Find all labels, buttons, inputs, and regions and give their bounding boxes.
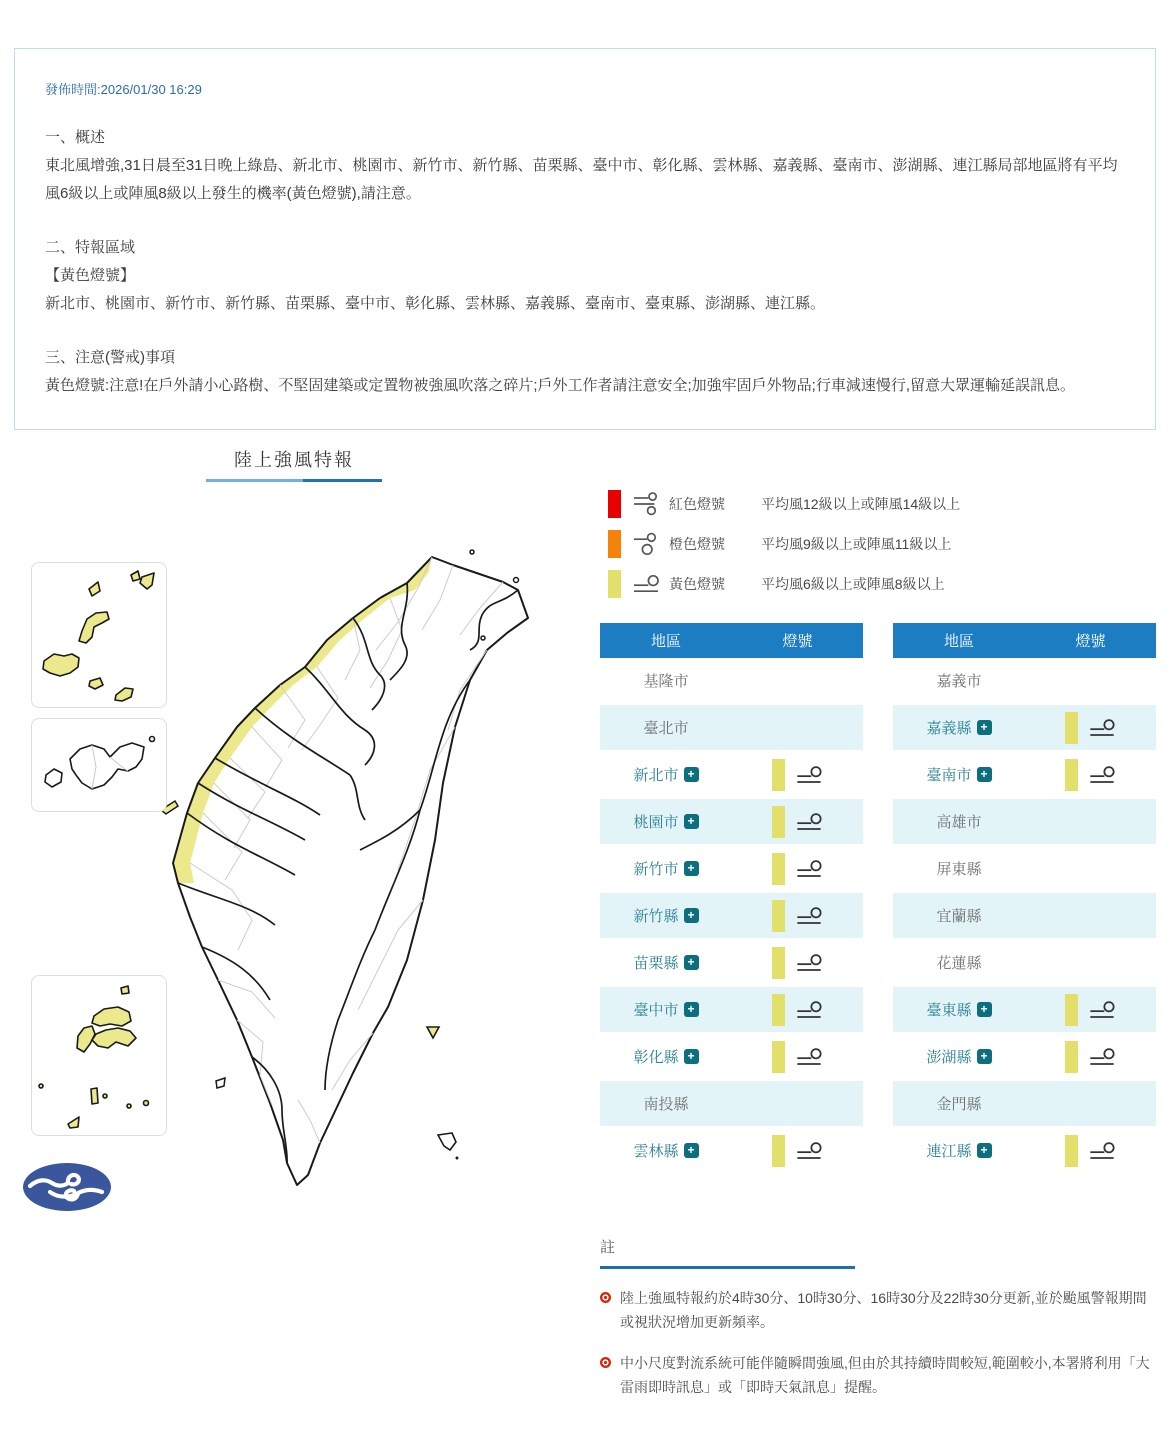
table-row: [893, 1081, 1156, 1128]
breeze-icon: [795, 1139, 823, 1163]
table-row: [600, 799, 863, 846]
table-row: [600, 1081, 863, 1128]
map-island-lanyu: [438, 1133, 456, 1150]
breeze-icon: [795, 1045, 823, 1069]
map-islet-keelung: [470, 550, 474, 554]
expand-plus-icon[interactable]: +: [977, 1143, 992, 1158]
table-row: [600, 893, 863, 940]
region-name[interactable]: 臺中市: [633, 1002, 679, 1019]
signal-cell: [732, 947, 863, 979]
table-row: [600, 1034, 863, 1081]
table-row: [600, 705, 863, 752]
breeze-icon: [1088, 1045, 1116, 1069]
legend-label-red: 紅色燈號: [669, 496, 725, 512]
region-name[interactable]: 新北市: [633, 767, 679, 784]
section-heading-overview: 一、概述: [45, 129, 106, 146]
orange-signal-swatch: [608, 530, 621, 558]
breeze-icon: [795, 763, 823, 787]
region-signal-table-right: [893, 623, 1156, 1175]
expand-plus-icon[interactable]: +: [684, 767, 699, 782]
table-row: [600, 1128, 863, 1175]
table-row: [893, 752, 1156, 799]
yellow-signal-bar: [772, 947, 785, 979]
map-islet-ne: [514, 578, 519, 583]
section-areas-list: 新北市、桃園市、新竹市、新竹縣、苗栗縣、臺中市、彰化縣、雲林縣、嘉義縣、臺南市、臺東縣、澎湖縣、連江縣。: [45, 295, 826, 312]
column-header-signal: 燈號: [1075, 633, 1106, 650]
section-areas-signal-label: 【黃色燈號】: [45, 267, 136, 284]
expand-plus-icon[interactable]: +: [684, 1002, 699, 1017]
table-row: [893, 1128, 1156, 1175]
legend-row-red: [608, 484, 1156, 524]
legend-desc-red: 平均風12級以上或陣風14級以上: [761, 496, 961, 512]
yellow-signal-bar: [1065, 759, 1078, 791]
table-row: [893, 1034, 1156, 1081]
wind-light-icon: [631, 572, 661, 596]
table-row: [893, 799, 1156, 846]
legend-desc-orange: 平均風9級以上或陣風11級以上: [761, 536, 952, 552]
table-row: [600, 658, 863, 705]
section-heading-areas: 二、特報區域: [45, 239, 136, 256]
region-name[interactable]: 桃園市: [633, 814, 679, 831]
expand-plus-icon[interactable]: +: [684, 955, 699, 970]
breeze-icon: [1088, 763, 1116, 787]
breeze-icon: [795, 998, 823, 1022]
region-name: 南投縣: [643, 1096, 689, 1113]
region-name[interactable]: 新竹縣: [633, 908, 679, 925]
region-name: 高雄市: [936, 814, 982, 831]
publish-time-label: 發佈時間:: [45, 82, 101, 97]
section-caution-text: 黃色燈號:注意!在戶外請小心路樹、不堅固建築或定置物被強風吹落之碎片;戶外工作者請注意安全;加強牢固戶外物品;行車減速慢行,留意大眾運輸延誤訊息。: [45, 377, 1076, 394]
inset-kinmen[interactable]: [31, 718, 167, 812]
column-header-region: 地區: [943, 633, 974, 650]
expand-plus-icon[interactable]: +: [977, 1002, 992, 1017]
map-island-green-island: [427, 1027, 439, 1038]
expand-plus-icon[interactable]: +: [684, 814, 699, 829]
note-text: 中小尺度對流系統可能伴隨瞬間強風,但由於其持續時間較短,範圍較小,本署將利用「大雷雨即時訊息」或「即時天氣訊息」提醒。: [620, 1355, 1150, 1395]
table-row: [893, 893, 1156, 940]
region-name: 花蓮縣: [936, 955, 982, 972]
table-row: [600, 987, 863, 1034]
region-name: 宜蘭縣: [936, 908, 982, 925]
wind-medium-icon: [631, 532, 661, 556]
yellow-signal-bar: [772, 900, 785, 932]
breeze-icon: [1088, 998, 1116, 1022]
publish-time: [45, 79, 1125, 98]
table-row: [893, 658, 1156, 705]
note-title: 註: [600, 1239, 616, 1256]
table-header: [600, 623, 863, 658]
breeze-icon: [795, 951, 823, 975]
wind-strong-icon: [631, 492, 661, 516]
breeze-icon: [795, 857, 823, 881]
table-row: [600, 846, 863, 893]
inset-matsu[interactable]: [31, 562, 167, 708]
cwb-logo-ellipse: [23, 1163, 111, 1211]
bullet-icon: [600, 1292, 611, 1303]
yellow-signal-bar: [772, 853, 785, 885]
yellow-signal-swatch: [608, 570, 621, 598]
legend-row-orange: [608, 524, 1156, 564]
taiwan-map: [20, 530, 580, 1220]
expand-plus-icon[interactable]: +: [977, 767, 992, 782]
region-name: 基隆市: [643, 673, 689, 690]
table-header: [893, 623, 1156, 658]
yellow-signal-bar: [772, 994, 785, 1026]
map-township-borders: [190, 557, 503, 1143]
expand-plus-icon[interactable]: +: [977, 720, 992, 735]
region-name: 屏東縣: [936, 861, 982, 878]
region-name[interactable]: 新竹市: [633, 861, 679, 878]
table-row: [893, 940, 1156, 987]
region-name: 金門縣: [936, 1096, 982, 1113]
legend-label-orange: 橙色燈號: [669, 536, 725, 552]
region-name[interactable]: 苗栗縣: [633, 955, 679, 972]
map-title-text: 陸上強風特報: [234, 450, 354, 470]
region-name: 臺北市: [643, 720, 689, 737]
expand-plus-icon[interactable]: +: [977, 1049, 992, 1064]
map-title-underline: [206, 479, 382, 482]
region-name: 嘉義市: [936, 673, 982, 690]
note-item: [600, 1286, 1156, 1334]
table-row: [893, 846, 1156, 893]
breeze-icon: [795, 810, 823, 834]
map-islet-guishan: [481, 636, 485, 640]
region-name[interactable]: 雲林縣: [633, 1143, 679, 1160]
map-title: [206, 446, 382, 482]
signal-cell: [732, 994, 863, 1026]
table-row: [600, 752, 863, 799]
signal-cell: [732, 759, 863, 791]
signal-cell: [732, 1041, 863, 1073]
region-name[interactable]: 彰化縣: [633, 1049, 679, 1066]
signal-cell: [732, 900, 863, 932]
yellow-signal-bar: [1065, 994, 1078, 1026]
legend-label-yellow: 黃色燈號: [669, 576, 725, 592]
breeze-icon: [795, 904, 823, 928]
yellow-signal-bar: [772, 759, 785, 791]
map-island-outline: [173, 557, 528, 1185]
yellow-signal-bar: [1065, 1135, 1078, 1167]
expand-plus-icon[interactable]: +: [684, 1143, 699, 1158]
signal-cell: [1025, 994, 1156, 1026]
expand-plus-icon[interactable]: +: [684, 1049, 699, 1064]
expand-plus-icon[interactable]: +: [684, 908, 699, 923]
map-island-xiaoliuqiu: [216, 1078, 225, 1088]
table-row: [600, 940, 863, 987]
map-islet-xiaolanyu: [456, 1157, 459, 1160]
region-name[interactable]: 臺南市: [926, 767, 972, 784]
yellow-signal-bar: [1065, 1041, 1078, 1073]
note-text: 陸上強風特報約於4時30分、10時30分、16時30分及22時30分更新,並於颱風警報期間或視狀況增加更新頻率。: [620, 1290, 1147, 1330]
publish-time-value: 2026/01/30 16:29: [100, 82, 202, 97]
section-overview-text: 東北風增強,31日晨至31日晚上綠島、新北市、桃園市、新竹市、新竹縣、苗栗縣、臺中市、彰化縣、雲林縣、嘉義縣、臺南市、澎湖縣、連江縣局部地區將有平均風6級以上或陣風8級以上發生的機率(黃色燈號),請注意。: [45, 157, 1118, 202]
breeze-icon: [1088, 1139, 1116, 1163]
cwb-logo: [22, 1162, 112, 1212]
table-row: [893, 987, 1156, 1034]
inset-penghu[interactable]: [31, 975, 167, 1136]
signal-cell: [1025, 759, 1156, 791]
advisory-text-box: [14, 48, 1156, 430]
region-name[interactable]: 澎湖縣: [926, 1049, 972, 1066]
table-row: [893, 705, 1156, 752]
signal-cell: [1025, 712, 1156, 744]
note-item: [600, 1351, 1156, 1399]
legend-row-yellow: [608, 564, 1156, 604]
signal-cell: [732, 853, 863, 885]
region-signal-table-left: [600, 623, 863, 1175]
column-header-region: 地區: [650, 633, 681, 650]
region-name[interactable]: 連江縣: [926, 1143, 972, 1160]
signal-cell: [1025, 1041, 1156, 1073]
bullet-icon: [600, 1357, 611, 1368]
signal-cell: [1025, 1135, 1156, 1167]
section-heading-caution: 三、注意(警戒)事項: [45, 349, 175, 366]
region-name[interactable]: 嘉義縣: [926, 720, 972, 737]
yellow-signal-bar: [772, 1135, 785, 1167]
note-section: [600, 1236, 1156, 1399]
breeze-icon: [1088, 716, 1116, 740]
yellow-signal-bar: [1065, 712, 1078, 744]
expand-plus-icon[interactable]: +: [684, 861, 699, 876]
legend-desc-yellow: 平均風6級以上或陣風8級以上: [761, 576, 945, 592]
signal-cell: [732, 1135, 863, 1167]
yellow-signal-bar: [772, 1041, 785, 1073]
signal-legend: [608, 484, 1156, 604]
yellow-signal-bar: [772, 806, 785, 838]
signal-cell: [732, 806, 863, 838]
column-header-signal: 燈號: [782, 633, 813, 650]
note-title-underline: [600, 1266, 855, 1269]
red-signal-swatch: [608, 490, 621, 518]
region-name[interactable]: 臺東縣: [926, 1002, 972, 1019]
